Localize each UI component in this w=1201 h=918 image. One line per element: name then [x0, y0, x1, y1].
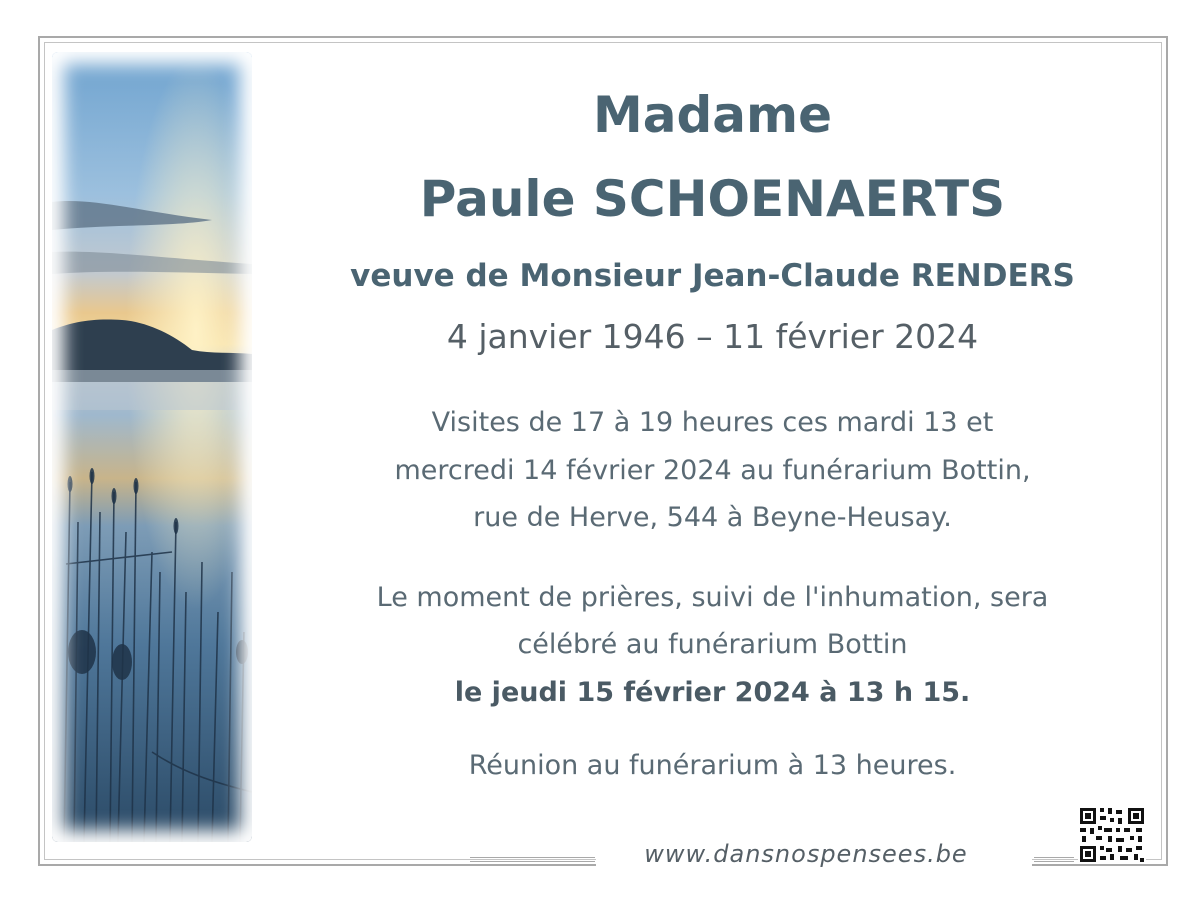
website-link[interactable]: www.dansnospensees.be [644, 840, 968, 868]
prayers-line: célébré au funérarium Bottin [517, 629, 908, 660]
footer-rule-left [470, 861, 595, 862]
visits-paragraph [270, 399, 1155, 542]
spouse-line: veuve de Monsieur Jean-Claude RENDERS [350, 258, 1075, 294]
footer-rule-right [1034, 857, 1074, 858]
life-dates: 4 janvier 1946 – 11 février 2024 [446, 317, 979, 356]
prayers-date: le jeudi 15 février 2024 à 13 h 15. [454, 676, 971, 708]
visits-line: rue de Herve, 544 à Beyne-Heusay. [473, 502, 952, 533]
meeting-info: Réunion au funérarium à 13 heures. [468, 750, 957, 781]
obituary-content [270, 80, 1155, 790]
qr-code-icon[interactable] [1078, 806, 1146, 864]
deceased-name: Paule SCHOENAERTS [419, 170, 1006, 228]
visits-line: mercredi 14 février 2024 au funérarium Bottin, [394, 454, 1031, 486]
footer-rule-left [470, 857, 595, 858]
prayers-paragraph [270, 574, 1155, 717]
footer-rule-right [1034, 861, 1074, 862]
lake-sunrise-photo [52, 52, 252, 842]
prayers-line: Le moment de prières, suivi de l'inhumation, sera [376, 581, 1049, 613]
honorific: Madame [592, 86, 833, 144]
visits-line: Visites de 17 à 19 heures ces mardi 13 et [431, 407, 994, 438]
